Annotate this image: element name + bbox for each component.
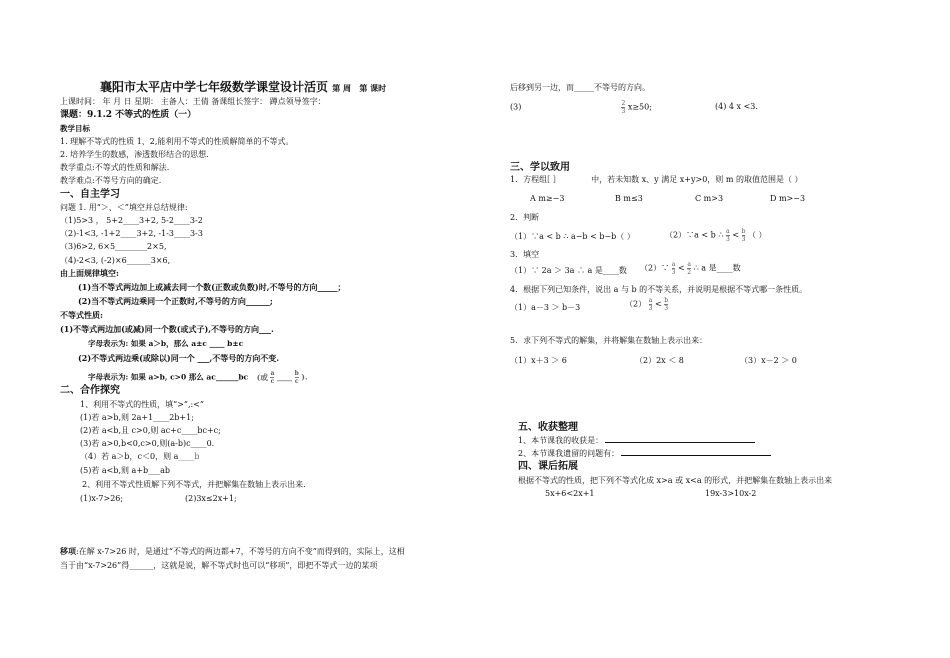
extension-item-1: 5x+6<2x+1 bbox=[545, 489, 595, 498]
coop-1-item-3: (3)若 a>0,b<0,c>0,则(a-b)c____0. bbox=[80, 439, 215, 448]
coop-1-item-1: (1)若 a>b,则 2a+1____2b+1; bbox=[80, 413, 194, 422]
coop-2-item-2: (2)3x≤2x+1; bbox=[185, 494, 237, 503]
coop-1-item-5: (5)若 a<b,则 a+b___ab bbox=[80, 466, 171, 475]
coop-1-item-2: (2)若 a<b,且 c>0,则 ac+c____bc+c; bbox=[80, 426, 221, 435]
rule-heading: 由上面规律填空: bbox=[60, 268, 119, 278]
coop-2-item-1: (1)x-7>26; bbox=[80, 494, 124, 503]
exercise-1-option-d: D m>−3 bbox=[770, 194, 806, 203]
section-self-study: 一、自主学习 bbox=[60, 189, 120, 200]
property-1: (1)不等式两边加(或减)同一个数(或式子),不等号的方向___. bbox=[60, 324, 274, 334]
meta-line: 上课时间： 年 月 日 星期： 主备人：王倩 备课组长签字： 蹲点领导签字： bbox=[60, 97, 326, 106]
extension-instruction: 根据不等式的性质，把下列不等式化成 x>a 或 x<a 的形式，并把解集在数轴上表示出来 bbox=[518, 476, 833, 485]
difficulty: 教学难点:不等号方向的确定. bbox=[60, 176, 162, 185]
property-1-symbolic: 字母表示为: 如果 a＞b，那么 a±c ____ b±c bbox=[88, 339, 244, 348]
exercise-1-option-b: B m≤3 bbox=[615, 194, 643, 203]
question-1b: （2)-1<3, -1+2____3+2, -1-3____3-3 bbox=[60, 229, 203, 238]
goal-heading: 教学目标 bbox=[60, 124, 90, 133]
move-term-paragraph-1: 移项:在解 x-7>26 时，是通过“不等式的两边都+7，不等号的方向不变”而得到的，实际上，这相 bbox=[60, 546, 405, 556]
exercise-3: (3) $\frac{2}{3}$ x≥50; bbox=[510, 100, 652, 115]
exercise-1-option-a: A m≥−3 bbox=[530, 194, 565, 203]
fraction-two-thirds: $\frac{2}{3}$ bbox=[621, 100, 626, 115]
harvest-1: 1、本节课我的收获是： bbox=[518, 436, 755, 446]
property-2-symbolic: 字母表示为: 如果 a>b, c>0 那么 ac______bc (或 $\frac{a}{c}$ ____ $\frac{b}{c}$ ). bbox=[88, 370, 308, 385]
extension-item-2: 19x-3>10x-2 bbox=[705, 489, 757, 498]
move-term-paragraph-2: 当于由“x-7>26”得______，这就是说，解不等式时也可以“移项”，即把不等式一边的某项 bbox=[60, 561, 378, 570]
continued-text: 后移到另一边，而_____不等号的方向。 bbox=[510, 83, 650, 92]
exercise-3b: （2）∵ $\frac{a}{3}$ < $\frac{a}{2}$ ∴ a 是____数 bbox=[640, 261, 741, 276]
goal-1: 1. 理解不等式的性质 1、2,能利用不等式的性质解简单的不等式。 bbox=[60, 137, 294, 146]
question-1a: （1)5>3 ， 5+2____3+2, 5-2____3-2 bbox=[60, 216, 203, 225]
rule-2: (2)当不等式两边乘同一个正数时,不等号的方向______; bbox=[78, 296, 273, 306]
section-apply: 三、学以致用 bbox=[510, 162, 570, 173]
coop-1-item-4: （4）若 a＞b，c＜0，则 a____b bbox=[80, 452, 200, 461]
exercise-1: 1．方程组[ ] 中，若未知数 x、y 满足 x+y>0，则 m 的取值范围是（ ） bbox=[510, 175, 803, 184]
exercise-5c: （3）x－2 ＞ 0 bbox=[740, 356, 797, 365]
question-1d: （4)-2<3, (-2)×6______3×6, bbox=[60, 256, 171, 265]
rule-1: (1)当不等式两边加上或减去同一个数(正数或负数)时,不等号的方向_____； bbox=[78, 282, 346, 292]
harvest-2: 2、本节课我遗留的问题有： bbox=[518, 449, 771, 459]
exercise-4a: （1）a－3 ＞ b－3 bbox=[510, 303, 581, 312]
lesson-topic: 课题：9.1.2 不等式的性质（一） bbox=[60, 110, 197, 120]
page-title: 襄阳市太平店中学七年级数学课堂设计活页 第 周 第 课时 bbox=[100, 80, 387, 94]
question-1: 问题 1. 用“＞、＜”填空并总结规律: bbox=[60, 203, 188, 212]
exercise-1-option-c: C m>3 bbox=[695, 194, 724, 203]
exercise-3-fill: 3．填空 bbox=[510, 250, 540, 259]
property-2: (2)不等式两边乘(或除以)同一个 ___,不等号的方向不变. bbox=[78, 353, 280, 363]
exercise-5a: （1）x＋3 ＞ 6 bbox=[510, 356, 567, 365]
coop-1: 1、利用不等式的性质，填”>”,:<” bbox=[80, 400, 205, 409]
exercise-5: 5．求下列不等式的解集，并将解集在数轴上表示出来： bbox=[510, 336, 708, 345]
fraction-a-over-c: $\frac{a}{c}$ bbox=[270, 370, 275, 385]
section-harvest: 五、收获整理 bbox=[518, 422, 578, 433]
exercise-2: 2．判断 bbox=[510, 213, 540, 222]
section-extension: 四、课后拓展 bbox=[518, 461, 578, 472]
coop-2: 2、利用不等式性质解下列不等式，并把解集在数轴上表示出来. bbox=[82, 480, 306, 489]
question-1c: （3)6>2, 6×5________2×5, bbox=[60, 242, 167, 251]
exercise-2b: （2）∵a < b ∴ $\frac{a}{3}$ < $\frac{b}{3}$ （ ） bbox=[665, 228, 767, 243]
key-point: 教学重点:不等式的性质和解法. bbox=[60, 163, 170, 172]
exercise-4: (4) 4 x <3. bbox=[715, 102, 758, 111]
exercise-4-relations: 4．根据下列已知条件，说出 a 与 b 的不等关系，并说明是根据不等式哪一条性质。 bbox=[510, 285, 808, 294]
section-cooperation: 二、合作探究 bbox=[60, 385, 120, 396]
exercise-4b: （2） $\frac{a}{3}$ < $\frac{b}{3}$ bbox=[625, 297, 669, 312]
goal-2: 2. 培养学生的数感，渗透数形结合的思想. bbox=[60, 150, 209, 159]
exercise-3a: （1）∵ 2a ＞ 3a ∴ a 是____数 bbox=[510, 266, 627, 275]
property-heading: 不等式性质: bbox=[60, 310, 103, 320]
exercise-2a: （1）∵a < b ∴ a−b < b−b（ ） bbox=[510, 232, 635, 241]
exercise-5b: （2）2x ＜ 8 bbox=[635, 356, 684, 365]
fraction-b-over-c: $\frac{b}{c}$ bbox=[294, 370, 299, 385]
